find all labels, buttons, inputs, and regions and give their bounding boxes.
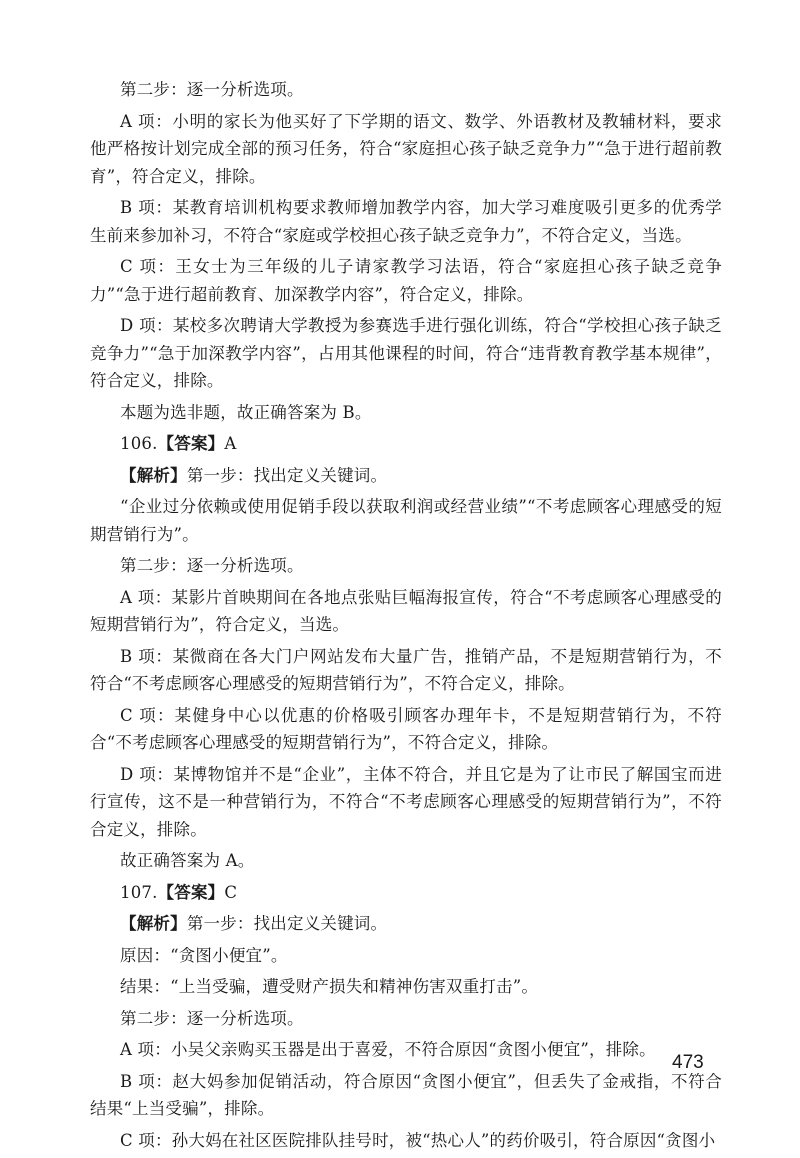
paragraph: C 项：王女士为三年级的儿子请家教学习法语，符合“家庭担心孩子缺乏竞争力”“急于进行超前教育、加深教学内容”，符合定义，排除。 xyxy=(90,257,722,304)
answer-value: A xyxy=(224,434,237,453)
paragraph: A 项：小明的家长为他买好了下学期的语文、数学、外语教材及教辅材料，要求他严格按计划完成全部的预习任务，符合“家庭担心孩子缺乏竞争力”“急于进行超前教育”，符合定义，排除。 xyxy=(90,111,722,186)
paragraph: B 项：赵大妈参加促销活动，符合原因“贪图小便宜”，但丢失了金戒指，不符合结果“上当受骗”，排除。 xyxy=(90,1071,722,1118)
analysis-paragraph xyxy=(90,462,722,490)
paragraph: 故正确答案为 A。 xyxy=(120,851,255,870)
analysis-label: 【解析】 xyxy=(120,914,187,933)
answer-label: 【答案】 xyxy=(157,434,225,453)
paragraph: 第二步：逐一分析选项。 xyxy=(120,556,304,575)
paragraph: “企业过分依赖或使用促销手段以获取利润或经营业绩”“不考虑顾客心理感受的短期营销行为”。 xyxy=(90,497,722,544)
paragraph: D 项：某博物馆并不是“企业”，主体不符合，并且它是为了让市民了解国宝而进行宣传，这不是一种营销行为，不符合“不考虑顾客心理感受的短期营销行为”，不符合定义，排除。 xyxy=(90,764,722,839)
analysis-text: 第一步：找出定义关键词。 xyxy=(186,465,388,485)
question-number: 107. xyxy=(120,882,158,902)
analysis-text: 第一步：找出定义关键词。 xyxy=(186,914,388,933)
page-body xyxy=(90,76,722,1158)
paragraph: 原因：“贪图小便宜”。 xyxy=(120,945,288,965)
answer-heading-106 xyxy=(90,430,722,458)
answer-label: 【答案】 xyxy=(157,882,225,902)
paragraph: B 项：某教育培训机构要求教师增加教学内容，加大学习难度吸引更多的优秀学生前来参加补习，不符合“家庭或学校担心孩子缺乏竞争力”，不符合定义，当选。 xyxy=(90,198,722,245)
question-number: 106. xyxy=(120,434,158,453)
page-number: 473 xyxy=(672,1052,704,1073)
paragraph: A 项：小吴父亲购买玉器是出于喜爱，不符合原因“贪图小便宜”，排除。 xyxy=(120,1040,656,1059)
paragraph: B 项：某微商在各大门户网站发布大量广告，推销产品，不是短期营销行为，不符合“不考虑顾客心理感受的短期营销行为”，不符合定义，排除。 xyxy=(90,646,722,693)
paragraph: C 项：某健身中心以优惠的价格吸引顾客办理年卡，不是短期营销行为，不符合“不考虑顾客心理感受的短期营销行为”，不符合定义，排除。 xyxy=(90,705,722,752)
paragraph: 第二步：逐一分析选项。 xyxy=(120,1008,304,1028)
paragraph: A 项：某影片首映期间在各地点张贴巨幅海报宣传，符合“不考虑顾客心理感受的短期营销行为”，符合定义，当选。 xyxy=(90,587,722,634)
analysis-paragraph xyxy=(90,910,722,938)
analysis-label: 【解析】 xyxy=(120,465,187,485)
answer-heading-107 xyxy=(90,879,722,907)
paragraph: 第二步：逐一分析选项。 xyxy=(120,80,304,99)
answer-value: C xyxy=(224,882,238,902)
paragraph: C 项：孙大妈在社区医院排队挂号时，被“热心人”的药价吸引，符合原因“贪图小 xyxy=(120,1130,716,1150)
paragraph: D 项：某校多次聘请大学教授为参赛选手进行强化训练，符合“学校担心孩子缺乏竞争力”“急于加深教学内容”，占用其他课程的时间，符合“违背教育教学基本规律”，符合定义，排除。 xyxy=(90,316,722,390)
paragraph: 结果：“上当受骗，遭受财产损失和精神伤害双重打击”。 xyxy=(120,977,539,996)
paragraph: 本题为选非题，故正确答案为 B。 xyxy=(120,402,372,422)
